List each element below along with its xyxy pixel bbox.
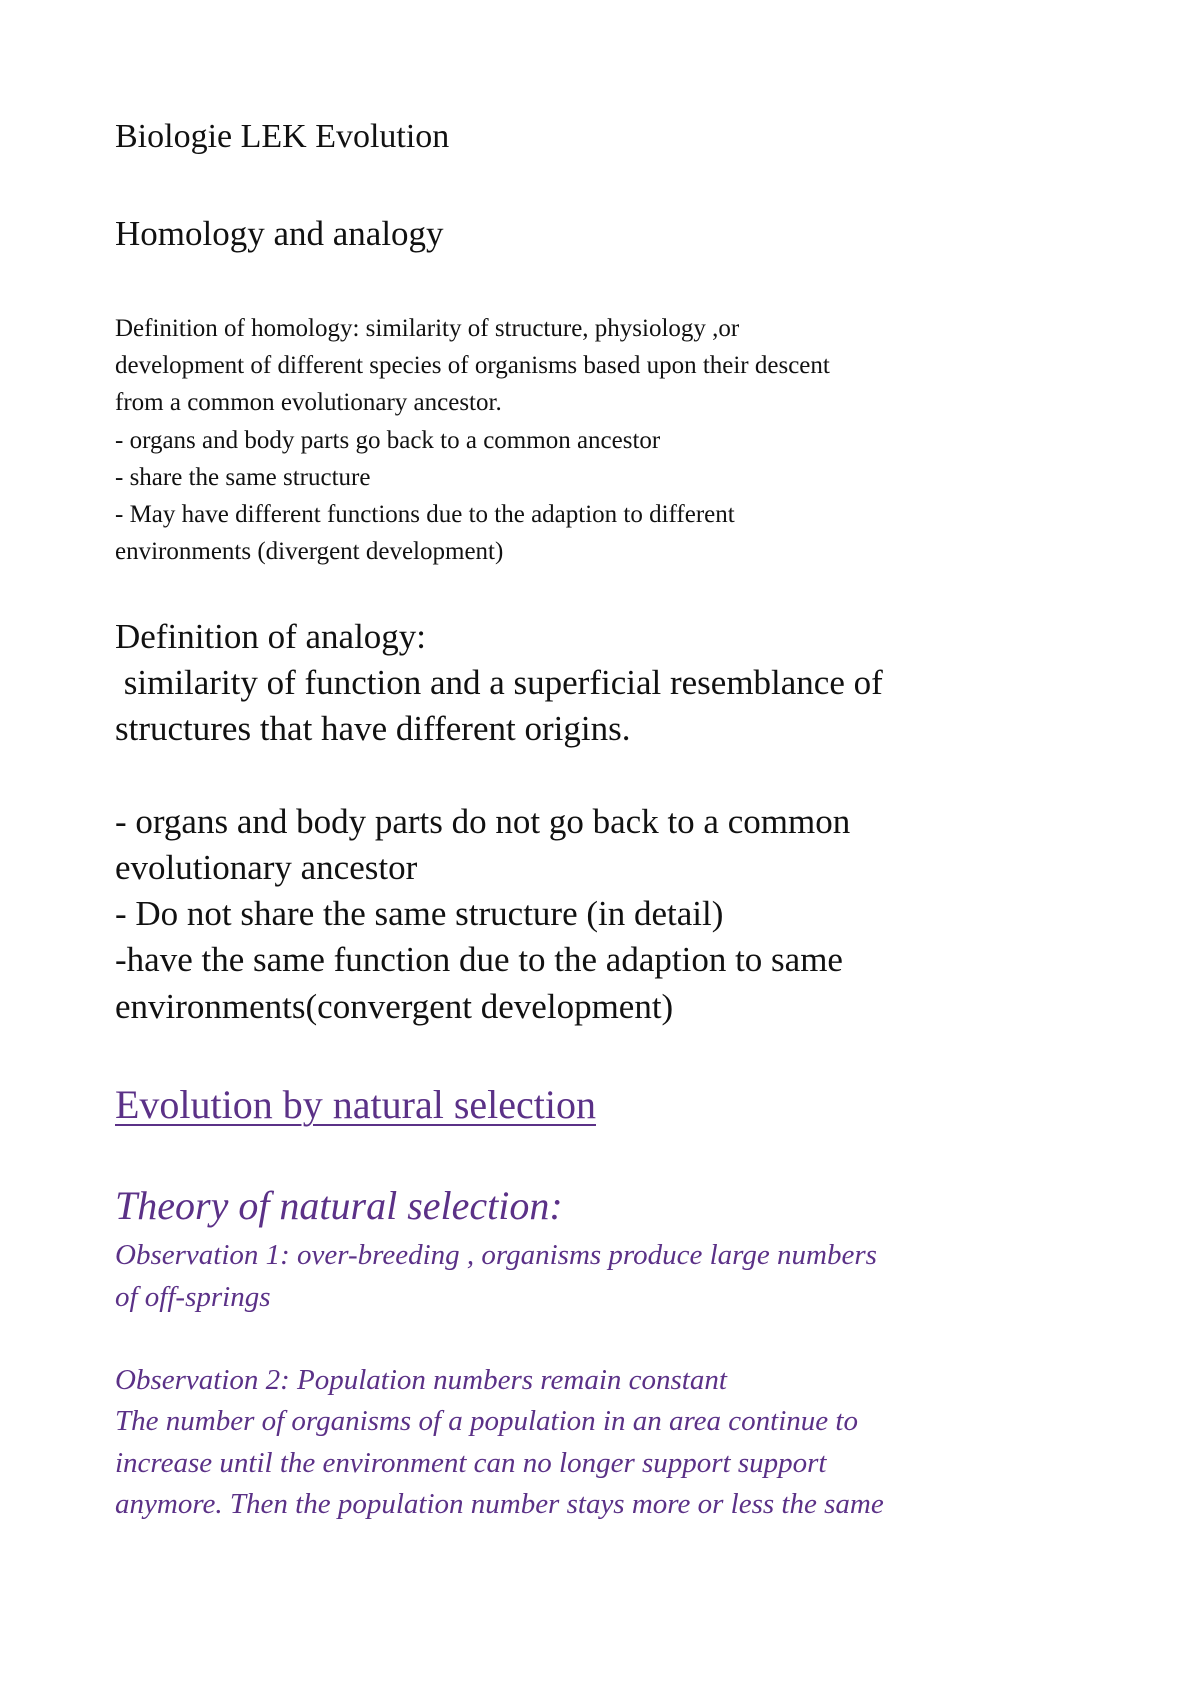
section-heading-homology-analogy: Homology and analogy xyxy=(115,214,444,253)
document-title: Biologie LEK Evolution xyxy=(115,118,450,155)
homology-line: from a common evolutionary ancestor. xyxy=(115,389,502,417)
observation-2-line: Observation 2: Population numbers remain constant xyxy=(115,1363,727,1396)
analogy-line: evolutionary ancestor xyxy=(115,848,418,887)
analogy-line: similarity of function and a superficial resemblance of xyxy=(115,663,883,703)
homology-line: - share the same structure xyxy=(115,463,371,491)
analogy-line: -have the same function due to the adaption to same xyxy=(115,940,843,980)
observation-2-line: increase until the environment can no longer support support xyxy=(115,1446,827,1479)
observation-1-line: of off-springs xyxy=(115,1280,271,1313)
section-title-natural-selection: Evolution by natural selection xyxy=(115,1082,596,1127)
observation-2-line: anymore. Then the population number stays more or less the same xyxy=(115,1488,884,1520)
homology-line: development of different species of organisms based upon their descent xyxy=(115,352,830,380)
analogy-line: structures that have different origins. xyxy=(115,709,631,749)
blank-line xyxy=(115,1318,884,1360)
homology-line: - May have different functions due to the adaption to different xyxy=(115,501,735,529)
homology-line: environments (divergent development) xyxy=(115,538,504,566)
observation-1-line: Observation 1: over-breeding , organisms produce large numbers xyxy=(115,1239,877,1271)
homology-line: - organs and body parts go back to a common ancestor xyxy=(115,426,661,454)
observations xyxy=(115,1235,884,1526)
blank-line xyxy=(115,753,883,799)
analogy-line: - organs and body parts do not go back to a common xyxy=(115,801,851,841)
analogy-line: environments(convergent development) xyxy=(115,986,674,1026)
analogy-line: - Do not share the same structure (in detail) xyxy=(115,894,724,934)
homology-line: Definition of homology: similarity of structure, physiology ,or xyxy=(115,315,740,342)
homology-definition xyxy=(115,310,830,570)
theory-title: Theory of natural selection: xyxy=(115,1183,563,1228)
observation-2-line: The number of organisms of a population in an area continue to xyxy=(115,1405,858,1437)
analogy-label: Definition of analogy: xyxy=(115,617,427,656)
analogy-definition xyxy=(115,614,883,1030)
